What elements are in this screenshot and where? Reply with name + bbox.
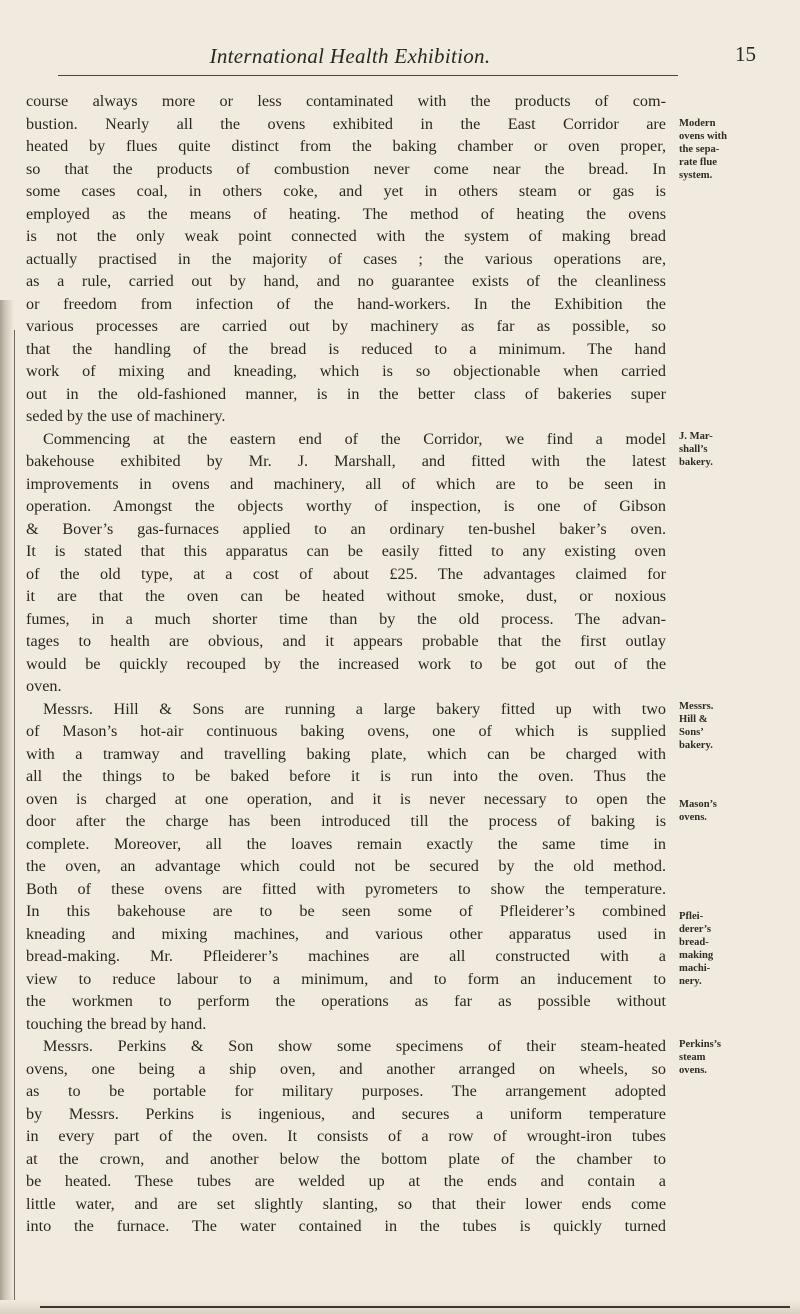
text-line: & Bover’s gas-furnaces applied to an ordinary ten-bushel baker’s oven. bbox=[26, 519, 666, 538]
margin-note-line: Hill & bbox=[679, 714, 708, 725]
text-line: bakehouse exhibited by Mr. J. Marshall, and fitted with the latest bbox=[26, 452, 666, 470]
margin-note-line: derer’s bbox=[679, 924, 711, 935]
margin-note-line: the sepa- bbox=[679, 144, 720, 155]
text-line: the oven, an advantage which could not be secured by the old method. bbox=[26, 857, 666, 875]
text-line: would be quickly recouped by the increased work to be got out of the bbox=[26, 654, 666, 673]
margin-note-hill-sons-bakery bbox=[679, 700, 713, 752]
text-line: It is stated that this apparatus can be easily fitted to any existing oven bbox=[26, 542, 666, 560]
text-line: as a rule, carried out by hand, and no guarantee exists of the cleanliness bbox=[26, 272, 666, 290]
page-number: 15 bbox=[735, 42, 756, 66]
page-gutter-shadow bbox=[0, 300, 14, 1314]
margin-note-line: Pflei- bbox=[679, 911, 704, 922]
text-line: so that the products of combustion never come near the bread. In bbox=[26, 159, 666, 178]
margin-note-line: ovens. bbox=[679, 812, 707, 823]
text-line: into the furnace. The water contained in the tubes is quickly turned bbox=[26, 1217, 666, 1235]
text-line: that the handling of the bread is reduced to a minimum. The hand bbox=[26, 339, 666, 358]
text-line: by Messrs. Perkins is ingenious, and secures a uniform temperature bbox=[26, 1104, 666, 1123]
margin-note-line: nery. bbox=[679, 976, 702, 987]
text-line: heated by flues quite distinct from the baking chamber or oven proper, bbox=[26, 137, 666, 155]
margin-note-line: Messrs. bbox=[679, 701, 714, 712]
margin-note-line: Mason’s bbox=[679, 799, 717, 810]
text-line: little water, and are set slightly slanting, so that their lower ends come bbox=[26, 1194, 666, 1213]
text-line: view to reduce labour to a minimum, and to form an inducement to bbox=[26, 969, 666, 988]
text-line: tages to health are obvious, and it appears probable that the first outlay bbox=[26, 632, 666, 650]
margin-note-line: Perkins’s bbox=[679, 1039, 721, 1050]
margin-note-line: Modern bbox=[679, 118, 716, 129]
text-line: some cases coal, in others coke, and yet in others steam or gas is bbox=[26, 182, 666, 200]
margin-note-line: steam bbox=[679, 1052, 706, 1063]
margin-note-mason-ovens bbox=[679, 798, 717, 824]
body-text bbox=[26, 90, 666, 1238]
text-line: touching the bread by hand. bbox=[26, 1014, 207, 1033]
margin-note-pfleiderer-machinery bbox=[679, 910, 713, 988]
text-line: various processes are carried out by machinery as far as possible, so bbox=[26, 317, 666, 335]
gutter-line bbox=[14, 330, 15, 1314]
text-line: oven. bbox=[26, 677, 62, 695]
text-line: with a tramway and travelling baking plate, which can be charged with bbox=[26, 744, 666, 763]
margin-note-line: machi- bbox=[679, 963, 711, 974]
text-line: Both of these ovens are fitted with pyrometers to show the temperature. bbox=[26, 879, 666, 898]
text-line: bustion. Nearly all the ovens exhibited in the East Corridor are bbox=[26, 114, 666, 133]
margin-note-line: bakery. bbox=[679, 457, 713, 468]
text-line: as to be portable for military purposes. The arrangement adopted bbox=[26, 1082, 666, 1100]
margin-note-line: bread- bbox=[679, 937, 709, 948]
text-line: is not the only weak point connected with the system of making bread bbox=[26, 227, 666, 245]
header-rule bbox=[58, 75, 678, 76]
text-line: complete. Moreover, all the loaves remain exactly the same time in bbox=[26, 834, 666, 853]
text-line: Messrs. Hill & Sons are running a large bakery fitted up with two bbox=[43, 699, 666, 718]
text-line: the workmen to perform the operations as far as possible without bbox=[26, 992, 666, 1010]
text-line: door after the charge has been introduced till the process of baking is bbox=[26, 812, 666, 830]
running-title: International Health Exhibition. bbox=[209, 44, 491, 68]
text-line: In this bakehouse are to be seen some of Pfleiderer’s combined bbox=[26, 902, 666, 920]
margin-note-line: system. bbox=[679, 170, 713, 181]
margin-note-marshall-bakery bbox=[679, 430, 713, 469]
text-line: ovens, one being a ship oven, and another arranged on wheels, so bbox=[26, 1059, 666, 1078]
text-line: work of mixing and kneading, which is so objectionable when carried bbox=[26, 362, 666, 380]
margin-note-line: Sons’ bbox=[679, 727, 704, 738]
text-line: Commencing at the eastern end of the Corridor, we find a model bbox=[43, 429, 666, 448]
text-line: it are that the oven can be heated without smoke, dust, or noxious bbox=[26, 587, 666, 605]
running-header bbox=[0, 44, 800, 78]
text-line: at the crown, and another below the bottom plate of the chamber to bbox=[26, 1149, 666, 1168]
text-line: of the old type, at a cost of about £25. The advantages claimed for bbox=[26, 564, 666, 583]
margin-note-line: ovens with bbox=[679, 131, 727, 142]
text-line: actually practised in the majority of cases ; the various operations are, bbox=[26, 249, 666, 268]
text-line: seded by the use of machinery. bbox=[26, 407, 226, 425]
text-line: of Mason’s hot-air continuous baking ovens, one of which is supplied bbox=[26, 722, 666, 740]
margin-note-line: J. Mar- bbox=[679, 431, 713, 442]
text-line: all the things to be baked before it is run into the oven. Thus the bbox=[26, 767, 666, 785]
text-line: operation. Amongst the objects worthy of inspection, is one of Gibson bbox=[26, 497, 666, 515]
text-line: be heated. These tubes are welded up at the ends and contain a bbox=[26, 1172, 666, 1190]
margin-note-line: shall’s bbox=[679, 444, 708, 455]
text-line: fumes, in a much shorter time than by the old process. The advan- bbox=[26, 609, 666, 628]
margin-note-line: ovens. bbox=[679, 1065, 707, 1076]
bottom-rule bbox=[40, 1306, 790, 1308]
text-line: bread-making. Mr. Pfleiderer’s machines are all constructed with a bbox=[26, 947, 666, 965]
text-line: out in the old-fashioned manner, is in the better class of bakeries super bbox=[26, 384, 666, 403]
margin-note-line: making bbox=[679, 950, 714, 961]
text-line: employed as the means of heating. The method of heating the ovens bbox=[26, 204, 666, 223]
text-line: oven is charged at one operation, and it is never necessary to open the bbox=[26, 789, 666, 808]
text-line: course always more or less contaminated with the products of com- bbox=[26, 92, 666, 110]
margin-note-line: rate flue bbox=[679, 157, 717, 168]
text-line: Messrs. Perkins & Son show some specimens of their steam-heated bbox=[43, 1037, 666, 1055]
text-line: improvements in ovens and machinery, all of which are to be seen in bbox=[26, 474, 666, 493]
margin-note-modern-ovens bbox=[679, 117, 727, 182]
margin-note-line: bakery. bbox=[679, 740, 713, 751]
text-line: kneading and mixing machines, and various other apparatus used in bbox=[26, 924, 666, 943]
text-line: or freedom from infection of the hand-workers. In the Exhibition the bbox=[26, 294, 666, 313]
text-line: in every part of the oven. It consists of a row of wrought-iron tubes bbox=[26, 1127, 666, 1145]
margin-note-perkins-steam-ovens bbox=[679, 1038, 721, 1077]
